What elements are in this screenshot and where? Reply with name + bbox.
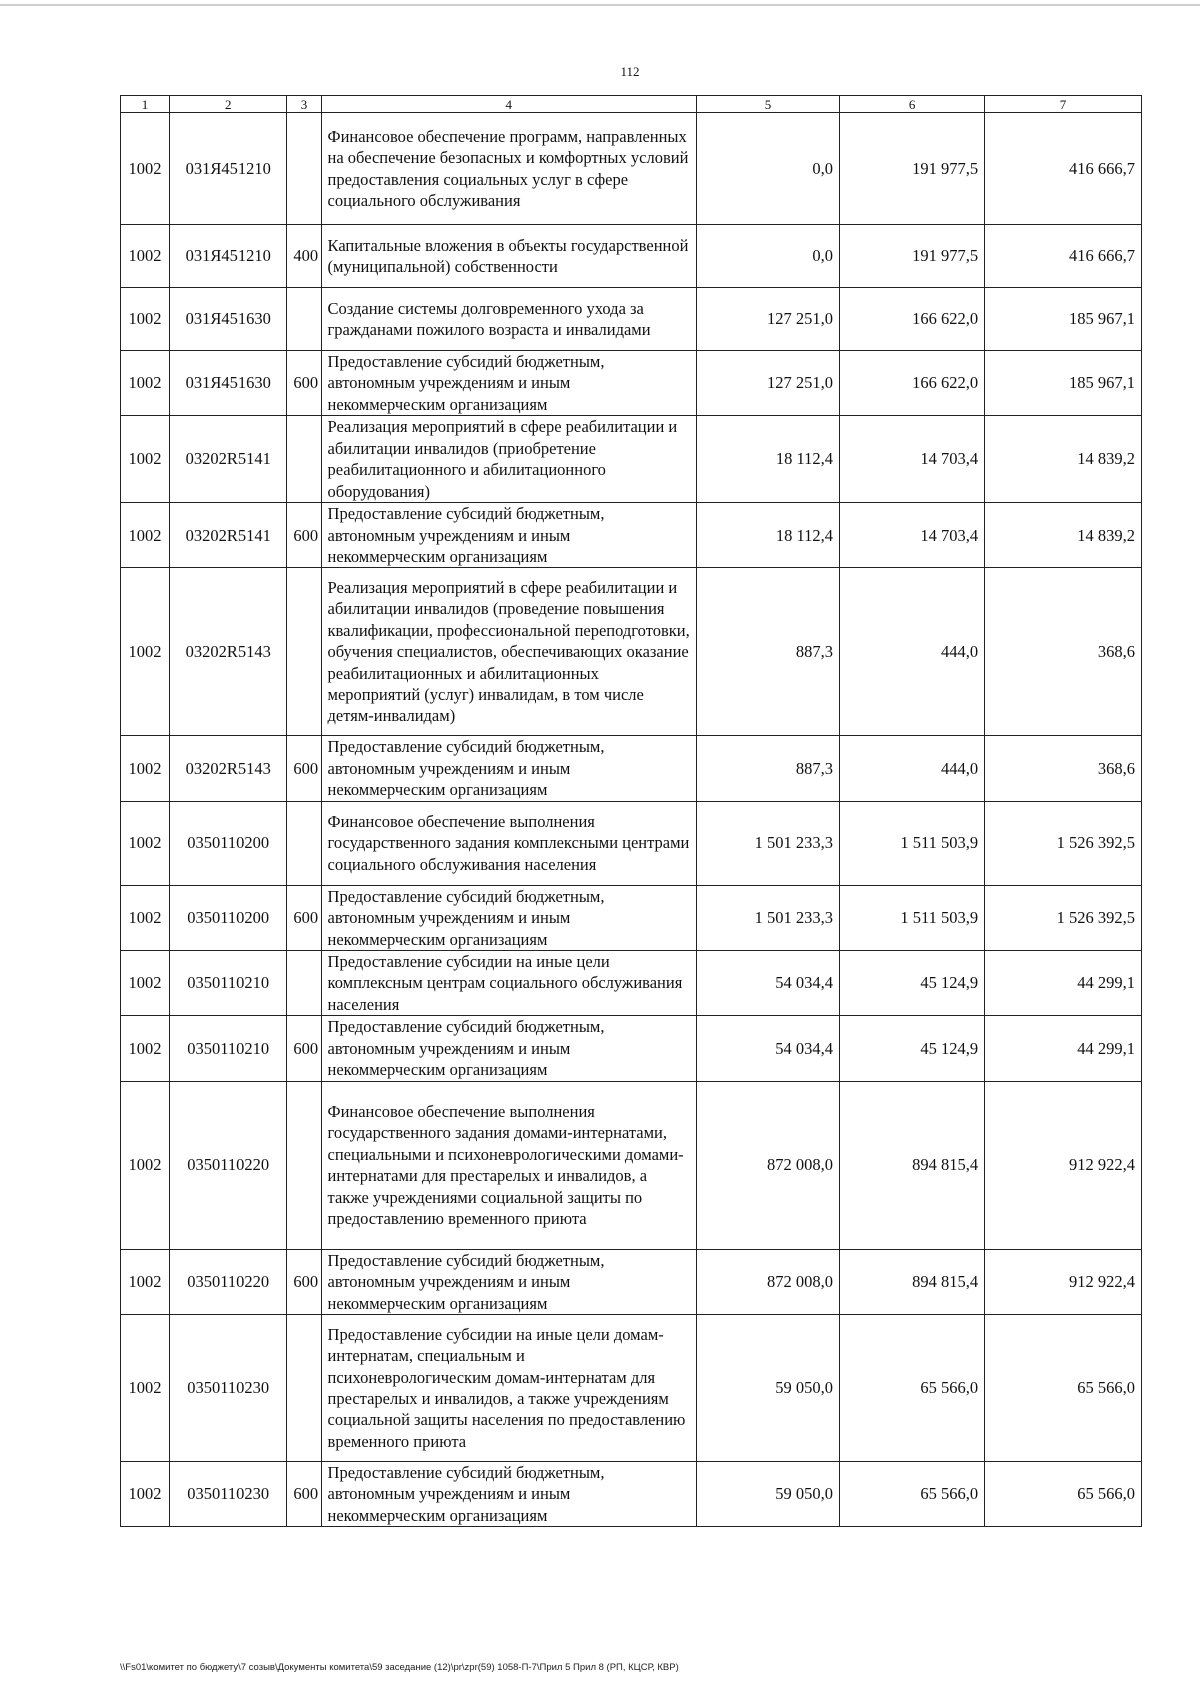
- cell-target-article-code: 0350110210: [170, 1016, 287, 1081]
- cell-target-article-code: 0350110220: [170, 1249, 287, 1314]
- cell-target-article-code: 0350110230: [170, 1314, 287, 1461]
- cell-section-code: 1002: [121, 1081, 170, 1249]
- cell-amount-col5: 1 501 233,3: [697, 885, 840, 950]
- cell-expense-type-code: 600: [287, 1461, 321, 1526]
- cell-expense-type-code: [287, 951, 321, 1016]
- col-header-2: 2: [170, 96, 287, 113]
- table-row: [121, 951, 1142, 1016]
- cell-amount-col6: 191 977,5: [840, 225, 985, 288]
- cell-amount-col5: 0,0: [697, 113, 840, 225]
- cell-target-article-code: 0350110230: [170, 1461, 287, 1526]
- cell-name: Предоставление субсидий бюджетным, автономным учреждениям и иным некоммерческим организациям: [321, 1016, 697, 1081]
- page-number: 112: [620, 64, 640, 79]
- cell-amount-col5: 1 501 233,3: [697, 801, 840, 885]
- cell-amount-col7: 185 967,1: [985, 288, 1142, 351]
- cell-section-code: 1002: [121, 113, 170, 225]
- cell-section-code: 1002: [121, 351, 170, 416]
- cell-amount-col7: 912 922,4: [985, 1081, 1142, 1249]
- cell-expense-type-code: [287, 1314, 321, 1461]
- cell-expense-type-code: 400: [287, 225, 321, 288]
- cell-amount-col6: 444,0: [840, 568, 985, 736]
- cell-amount-col7: 185 967,1: [985, 351, 1142, 416]
- cell-expense-type-code: 600: [287, 503, 321, 568]
- cell-target-article-code: 0350110220: [170, 1081, 287, 1249]
- table-row: [121, 885, 1142, 950]
- col-header-4: 4: [321, 96, 697, 113]
- cell-amount-col6: 14 703,4: [840, 503, 985, 568]
- cell-amount-col7: 44 299,1: [985, 951, 1142, 1016]
- cell-name: Предоставление субсидий бюджетным, автономным учреждениям и иным некоммерческим организациям: [321, 736, 697, 801]
- cell-name: Финансовое обеспечение выполнения государственного задания комплексными центрами социального обслуживания населения: [321, 801, 697, 885]
- cell-amount-col5: 54 034,4: [697, 1016, 840, 1081]
- cell-amount-col6: 1 511 503,9: [840, 801, 985, 885]
- cell-amount-col5: 59 050,0: [697, 1314, 840, 1461]
- cell-amount-col7: 65 566,0: [985, 1461, 1142, 1526]
- cell-amount-col7: 44 299,1: [985, 1016, 1142, 1081]
- col-header-5: 5: [697, 96, 840, 113]
- cell-amount-col6: 894 815,4: [840, 1081, 985, 1249]
- cell-amount-col5: 887,3: [697, 736, 840, 801]
- table-row: [121, 288, 1142, 351]
- cell-amount-col7: 1 526 392,5: [985, 885, 1142, 950]
- cell-expense-type-code: 600: [287, 736, 321, 801]
- cell-target-article-code: 03202R5141: [170, 416, 287, 503]
- cell-expense-type-code: [287, 1081, 321, 1249]
- table-row: [121, 351, 1142, 416]
- cell-amount-col6: 166 622,0: [840, 351, 985, 416]
- col-header-1: 1: [121, 96, 170, 113]
- cell-amount-col6: 45 124,9: [840, 1016, 985, 1081]
- cell-amount-col5: 18 112,4: [697, 503, 840, 568]
- cell-section-code: 1002: [121, 1016, 170, 1081]
- cell-expense-type-code: [287, 416, 321, 503]
- cell-amount-col5: 127 251,0: [697, 288, 840, 351]
- cell-amount-col5: 872 008,0: [697, 1249, 840, 1314]
- cell-name: Предоставление субсидий бюджетным, автономным учреждениям и иным некоммерческим организациям: [321, 503, 697, 568]
- cell-target-article-code: 03202R5141: [170, 503, 287, 568]
- cell-section-code: 1002: [121, 416, 170, 503]
- cell-name: Финансовое обеспечение выполнения государственного задания домами-интернатами, специальными и психоневрологическими домами-интернатами для престарелых и инвалидов, а также учреждениями социальной защиты по предоставлению временного приюта: [321, 1081, 697, 1249]
- cell-target-article-code: 031Я451210: [170, 113, 287, 225]
- cell-expense-type-code: 600: [287, 885, 321, 950]
- cell-target-article-code: 03202R5143: [170, 736, 287, 801]
- header-row: [121, 96, 1142, 113]
- cell-expense-type-code: [287, 288, 321, 351]
- cell-expense-type-code: 600: [287, 351, 321, 416]
- cell-amount-col6: 14 703,4: [840, 416, 985, 503]
- cell-name: Предоставление субсидий бюджетным, автономным учреждениям и иным некоммерческим организациям: [321, 885, 697, 950]
- table-row: [121, 113, 1142, 225]
- budget-table: [120, 95, 1142, 1527]
- cell-target-article-code: 03202R5143: [170, 568, 287, 736]
- scan-edge-line: [0, 4, 1200, 6]
- cell-amount-col7: 416 666,7: [985, 225, 1142, 288]
- cell-expense-type-code: [287, 568, 321, 736]
- cell-name: Предоставление субсидий бюджетным, автономным учреждениям и иным некоммерческим организациям: [321, 1249, 697, 1314]
- cell-target-article-code: 0350110210: [170, 951, 287, 1016]
- cell-section-code: 1002: [121, 736, 170, 801]
- cell-section-code: 1002: [121, 568, 170, 736]
- table-row: [121, 801, 1142, 885]
- table-row: [121, 736, 1142, 801]
- cell-name: Капитальные вложения в объекты государственной (муниципальной) собственности: [321, 225, 697, 288]
- table-row: [121, 1249, 1142, 1314]
- cell-amount-col7: 14 839,2: [985, 503, 1142, 568]
- cell-amount-col6: 45 124,9: [840, 951, 985, 1016]
- cell-section-code: 1002: [121, 225, 170, 288]
- cell-target-article-code: 031Я451630: [170, 351, 287, 416]
- cell-expense-type-code: 600: [287, 1016, 321, 1081]
- cell-name: Предоставление субсидии на иные цели домам-интернатам, специальным и психоневрологическим домам-интернатам для престарелых и инвалидов, а также учреждениям социальной защиты населения по предоставлению временного приюта: [321, 1314, 697, 1461]
- cell-section-code: 1002: [121, 1314, 170, 1461]
- cell-target-article-code: 0350110200: [170, 801, 287, 885]
- cell-amount-col7: 912 922,4: [985, 1249, 1142, 1314]
- cell-expense-type-code: [287, 113, 321, 225]
- col-header-7: 7: [985, 96, 1142, 113]
- cell-amount-col7: 416 666,7: [985, 113, 1142, 225]
- cell-section-code: 1002: [121, 503, 170, 568]
- cell-amount-col5: 0,0: [697, 225, 840, 288]
- cell-amount-col5: 18 112,4: [697, 416, 840, 503]
- cell-section-code: 1002: [121, 885, 170, 950]
- table-row: [121, 503, 1142, 568]
- cell-amount-col7: 1 526 392,5: [985, 801, 1142, 885]
- cell-amount-col5: 872 008,0: [697, 1081, 840, 1249]
- cell-name: Предоставление субсидий бюджетным, автономным учреждениям и иным некоммерческим организациям: [321, 1461, 697, 1526]
- cell-target-article-code: 031Я451210: [170, 225, 287, 288]
- table-row: [121, 225, 1142, 288]
- cell-amount-col5: 887,3: [697, 568, 840, 736]
- cell-amount-col7: 65 566,0: [985, 1314, 1142, 1461]
- cell-expense-type-code: 600: [287, 1249, 321, 1314]
- cell-target-article-code: 0350110200: [170, 885, 287, 950]
- col-header-6: 6: [840, 96, 985, 113]
- table-row: [121, 1314, 1142, 1461]
- table-row: [121, 1081, 1142, 1249]
- table-row: [121, 1016, 1142, 1081]
- cell-name: Предоставление субсидии на иные цели комплексным центрам социального обслуживания населения: [321, 951, 697, 1016]
- cell-name: Финансовое обеспечение программ, направленных на обеспечение безопасных и комфортных условий предоставления социальных услуг в сфере социального обслуживания: [321, 113, 697, 225]
- cell-expense-type-code: [287, 801, 321, 885]
- cell-section-code: 1002: [121, 801, 170, 885]
- cell-amount-col6: 444,0: [840, 736, 985, 801]
- footer-file-path: \\Fs01\комитет по бюджету\7 созыв\Документы комитета\59 заседание (12)\pr\zpr(59) 1058-П-7\Прил 5 Прил 8 (РП, КЦСР, КВР): [120, 1662, 679, 1673]
- cell-amount-col7: 368,6: [985, 568, 1142, 736]
- cell-section-code: 1002: [121, 1461, 170, 1526]
- cell-amount-col6: 894 815,4: [840, 1249, 985, 1314]
- cell-amount-col5: 54 034,4: [697, 951, 840, 1016]
- cell-amount-col6: 65 566,0: [840, 1314, 985, 1461]
- cell-target-article-code: 031Я451630: [170, 288, 287, 351]
- cell-amount-col7: 368,6: [985, 736, 1142, 801]
- cell-amount-col5: 127 251,0: [697, 351, 840, 416]
- table-row: [121, 1461, 1142, 1526]
- cell-section-code: 1002: [121, 1249, 170, 1314]
- cell-amount-col6: 166 622,0: [840, 288, 985, 351]
- cell-amount-col6: 1 511 503,9: [840, 885, 985, 950]
- table-row: [121, 416, 1142, 503]
- cell-name: Реализация мероприятий в сфере реабилитации и абилитации инвалидов (приобретение реабилитационного и абилитационного оборудования): [321, 416, 697, 503]
- cell-amount-col7: 14 839,2: [985, 416, 1142, 503]
- cell-amount-col6: 191 977,5: [840, 113, 985, 225]
- cell-name: Реализация мероприятий в сфере реабилитации и абилитации инвалидов (проведение повышения квалификации, профессиональной переподготовки, обучения специалистов, обеспечивающих оказание реабилитационных и абилитационных мероприятий (услуг) инвалидам, в том числе детям-инвалидам): [321, 568, 697, 736]
- cell-amount-col5: 59 050,0: [697, 1461, 840, 1526]
- cell-section-code: 1002: [121, 288, 170, 351]
- cell-section-code: 1002: [121, 951, 170, 1016]
- cell-name: Предоставление субсидий бюджетным, автономным учреждениям и иным некоммерческим организациям: [321, 351, 697, 416]
- cell-amount-col6: 65 566,0: [840, 1461, 985, 1526]
- table-row: [121, 568, 1142, 736]
- cell-name: Создание системы долговременного ухода за гражданами пожилого возраста и инвалидами: [321, 288, 697, 351]
- col-header-3: 3: [287, 96, 321, 113]
